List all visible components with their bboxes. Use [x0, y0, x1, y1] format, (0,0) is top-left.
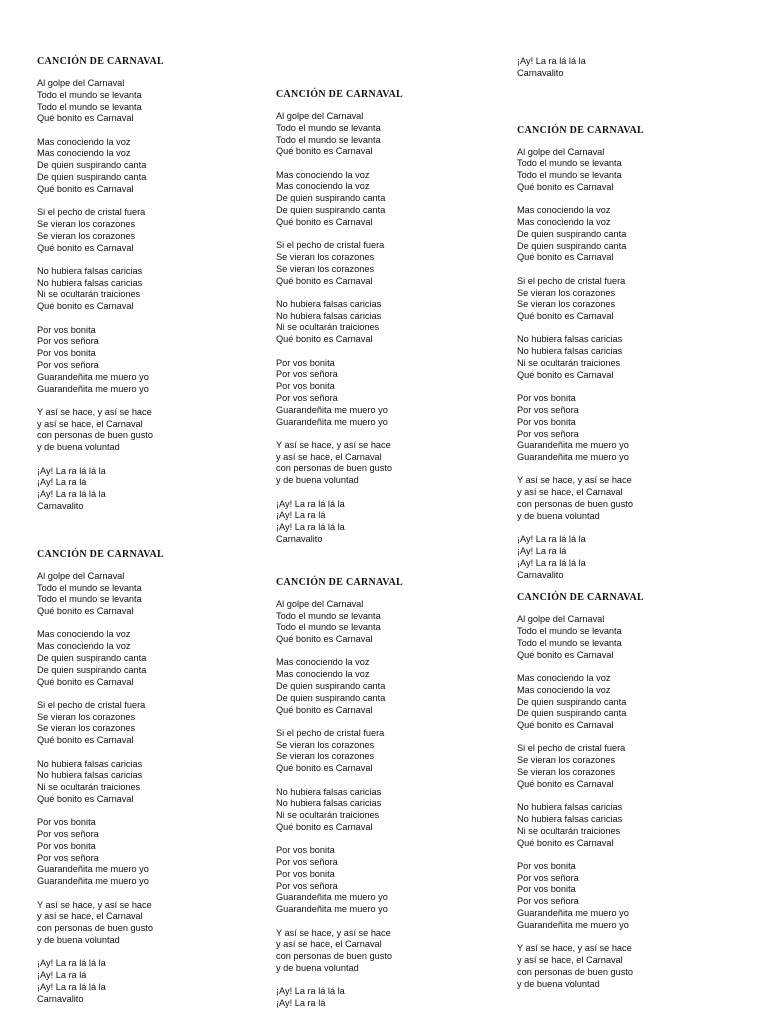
lyric-stanza	[37, 817, 267, 888]
lyric-line: Si el pecho de cristal fuera	[276, 727, 385, 738]
lyric-stanza	[37, 900, 267, 947]
lyric-line: Al golpe del Carnaval	[37, 78, 125, 88]
column-2	[276, 89, 506, 1010]
lyric-line: Se vieran los corazones	[276, 751, 375, 762]
lyric-stanza	[37, 466, 267, 513]
lyric-line: Por vos bonita	[37, 324, 96, 335]
lyric-line: Guarandeñita me muero yo	[517, 908, 629, 919]
lyric-line: No hubiera falsas caricias	[517, 334, 623, 345]
song-block	[276, 577, 506, 1010]
lyric-line: con personas de buen gusto	[517, 966, 633, 977]
lyric-stanza	[276, 299, 506, 346]
lyric-line: Guarandeñita me muero yo	[37, 371, 149, 382]
lyric-stanza	[517, 147, 747, 194]
lyric-line: Ni se ocultarán traiciones	[37, 289, 141, 300]
lyric-stanza	[276, 728, 506, 775]
lyric-line: De quien suspirando canta	[37, 160, 147, 171]
lyric-line: Carnavalito	[517, 67, 564, 78]
lyric-line: y así se hace, el Carnaval	[37, 911, 143, 922]
lyric-line: con personas de buen gusto	[37, 430, 153, 441]
lyric-line: De quien suspirando canta	[517, 708, 627, 719]
lyric-line: Se vieran los corazones	[276, 251, 375, 262]
lyric-stanza	[276, 240, 506, 287]
lyric-line: Qué bonito es Carnaval	[37, 301, 134, 312]
lyric-stanza	[37, 325, 267, 396]
lyric-line: ¡Ay! La ra lá lá la	[276, 522, 345, 533]
lyric-line: Por vos señora	[517, 428, 579, 439]
lyric-line: Guarandeñita me muero yo	[37, 876, 149, 887]
lyric-stanza	[517, 276, 747, 323]
lyric-line: con personas de buen gusto	[37, 923, 153, 934]
lyric-line: Si el pecho de cristal fuera	[37, 207, 146, 218]
lyric-line: Por vos bonita	[517, 393, 576, 404]
lyric-line: Y así se hace, y así se hace	[276, 927, 391, 938]
lyric-line: Por vos señora	[37, 336, 99, 347]
lyric-line: Qué bonito es Carnaval	[37, 606, 134, 617]
lyric-line: Mas conociendo la voz	[37, 136, 131, 147]
lyric-line: Por vos bonita	[276, 381, 335, 392]
lyric-stanza	[37, 207, 267, 254]
lyric-stanza	[517, 475, 747, 522]
lyric-line: Por vos bonita	[276, 357, 335, 368]
lyric-line: Todo el mundo se levanta	[517, 158, 622, 169]
lyric-line: Qué bonito es Carnaval	[276, 704, 373, 715]
lyric-line: No hubiera falsas caricias	[37, 277, 143, 288]
lyric-line: De quien suspirando canta	[517, 696, 627, 707]
lyric-line: Al golpe del Carnaval	[37, 570, 125, 581]
lyric-stanza	[276, 845, 506, 916]
lyric-stanza	[276, 111, 506, 158]
lyric-line: ¡Ay! La ra lá lá la	[517, 534, 586, 545]
lyric-line: Todo el mundo se levanta	[276, 134, 381, 145]
lyric-line: Guarandeñita me muero yo	[37, 864, 149, 875]
lyric-line: Guarandeñita me muero yo	[276, 892, 388, 903]
lyric-line: y así se hace, el Carnaval	[517, 954, 623, 965]
lyric-line: Se vieran los corazones	[37, 230, 136, 241]
lyric-line: De quien suspirando canta	[37, 652, 147, 663]
lyric-line: ¡Ay! La ra lá	[37, 970, 87, 981]
lyric-line: Qué bonito es Carnaval	[517, 778, 614, 789]
lyric-stanza	[276, 170, 506, 229]
lyric-line: con personas de buen gusto	[517, 499, 633, 510]
lyric-line: y de buena voluntad	[37, 934, 120, 945]
lyric-stanza	[37, 571, 267, 618]
lyric-line: Guarandeñita me muero yo	[517, 919, 629, 930]
lyric-line: Y así se hace, y así se hace	[517, 943, 632, 954]
lyric-line: Todo el mundo se levanta	[517, 626, 622, 637]
lyric-stanza	[37, 700, 267, 747]
lyric-line: De quien suspirando canta	[37, 172, 147, 183]
lyric-stanza	[276, 358, 506, 429]
lyric-line: No hubiera falsas caricias	[37, 770, 143, 781]
lyric-line: Qué bonito es Carnaval	[37, 676, 134, 687]
song-title: CANCIÓN DE CARNAVAL	[37, 56, 165, 67]
lyric-stanza	[517, 205, 747, 264]
lyric-line: y así se hace, el Carnaval	[276, 939, 382, 950]
lyric-line: Si el pecho de cristal fuera	[517, 743, 626, 754]
lyric-line: Qué bonito es Carnaval	[517, 181, 614, 192]
lyric-line: ¡Ay! La ra lá lá la	[37, 465, 106, 476]
lyric-line: Ni se ocultarán traiciones	[517, 825, 621, 836]
lyric-line: Guarandeñita me muero yo	[276, 404, 388, 415]
song-block	[37, 56, 267, 513]
lyric-stanza	[517, 743, 747, 790]
lyric-stanza	[276, 787, 506, 834]
lyric-line: Qué bonito es Carnaval	[37, 242, 134, 253]
lyric-line: Qué bonito es Carnaval	[517, 837, 614, 848]
lyric-line: No hubiera falsas caricias	[37, 265, 143, 276]
lyric-line: Si el pecho de cristal fuera	[37, 699, 146, 710]
lyric-line: Ni se ocultarán traiciones	[37, 782, 141, 793]
lyric-line: No hubiera falsas caricias	[276, 798, 382, 809]
lyric-line: Todo el mundo se levanta	[37, 101, 142, 112]
lyric-line: Por vos señora	[37, 359, 99, 370]
lyric-stanza	[37, 78, 267, 125]
song-block	[37, 549, 267, 1006]
lyric-line: Todo el mundo se levanta	[276, 122, 381, 133]
lyric-line: Mas conociendo la voz	[37, 629, 131, 640]
lyric-line: ¡Ay! La ra lá lá la	[37, 489, 106, 500]
lyric-line: Por vos bonita	[517, 884, 576, 895]
lyric-line: Se vieran los corazones	[517, 767, 616, 778]
lyric-line: Se vieran los corazones	[517, 299, 616, 310]
lyric-line: No hubiera falsas caricias	[37, 758, 143, 769]
lyric-stanza	[517, 334, 747, 381]
lyric-stanza	[276, 440, 506, 487]
lyric-line: Por vos bonita	[517, 860, 576, 871]
lyric-line: Se vieran los corazones	[37, 711, 136, 722]
lyric-line: Y así se hace, y así se hace	[37, 899, 152, 910]
lyric-line: Carnavalito	[276, 533, 323, 544]
lyric-line: ¡Ay! La ra lá lá la	[517, 557, 586, 568]
lyric-line: Qué bonito es Carnaval	[276, 216, 373, 227]
lyric-line: Qué bonito es Carnaval	[517, 649, 614, 660]
lyric-line: Qué bonito es Carnaval	[276, 146, 373, 157]
lyric-line: Carnavalito	[517, 569, 564, 580]
lyric-line: ¡Ay! La ra lá	[37, 477, 87, 488]
lyric-line: No hubiera falsas caricias	[517, 346, 623, 357]
lyric-line: Qué bonito es Carnaval	[276, 821, 373, 832]
lyric-line: Mas conociendo la voz	[517, 205, 611, 216]
lyric-stanza	[37, 407, 267, 454]
column-1	[37, 56, 267, 1005]
lyric-line: Qué bonito es Carnaval	[276, 334, 373, 345]
lyric-line: y de buena voluntad	[37, 442, 120, 453]
lyric-stanza	[517, 534, 747, 581]
lyric-line: Se vieran los corazones	[517, 287, 616, 298]
lyric-stanza	[276, 986, 506, 1010]
lyric-stanza	[517, 393, 747, 464]
song-fragment	[517, 56, 747, 80]
lyric-stanza	[276, 657, 506, 716]
lyric-line: ¡Ay! La ra lá	[517, 545, 567, 556]
lyric-line: Carnavalito	[37, 993, 84, 1004]
lyric-line: ¡Ay! La ra lá lá la	[37, 958, 106, 969]
lyric-line: Por vos señora	[276, 857, 338, 868]
lyric-stanza	[37, 137, 267, 196]
lyric-stanza	[517, 943, 747, 990]
lyric-line: Por vos señora	[276, 392, 338, 403]
song-title: CANCIÓN DE CARNAVAL	[276, 576, 404, 588]
lyric-line: con personas de buen gusto	[276, 951, 392, 962]
lyric-line: Todo el mundo se levanta	[276, 610, 381, 621]
lyric-line: No hubiera falsas caricias	[517, 802, 623, 813]
lyric-line: y así se hace, el Carnaval	[37, 418, 143, 429]
lyric-line: Por vos bonita	[276, 868, 335, 879]
lyric-line: ¡Ay! La ra lá lá la	[517, 56, 586, 66]
lyric-line: Guarandeñita me muero yo	[276, 416, 388, 427]
lyric-line: De quien suspirando canta	[517, 228, 627, 239]
lyric-line: Al golpe del Carnaval	[276, 111, 364, 121]
lyric-line: Qué bonito es Carnaval	[37, 113, 134, 124]
lyric-line: y de buena voluntad	[517, 978, 600, 989]
lyric-line: Todo el mundo se levanta	[37, 89, 142, 100]
lyric-line: Al golpe del Carnaval	[517, 146, 605, 157]
lyric-line: ¡Ay! La ra lá lá la	[37, 981, 106, 992]
lyric-stanza	[276, 928, 506, 975]
lyric-line: Guarandeñita me muero yo	[276, 904, 388, 915]
lyric-line: Por vos bonita	[276, 845, 335, 856]
lyric-line: De quien suspirando canta	[517, 240, 627, 251]
lyric-line: Qué bonito es Carnaval	[517, 369, 614, 380]
lyric-line: Si el pecho de cristal fuera	[517, 275, 626, 286]
lyric-line: No hubiera falsas caricias	[276, 298, 382, 309]
lyric-line: Carnavalito	[37, 500, 84, 511]
lyric-stanza	[276, 599, 506, 646]
lyric-line: Por vos señora	[276, 369, 338, 380]
lyric-line: Se vieran los corazones	[276, 263, 375, 274]
lyric-line: Todo el mundo se levanta	[517, 170, 622, 181]
lyric-line: De quien suspirando canta	[276, 193, 386, 204]
lyric-line: Qué bonito es Carnaval	[517, 311, 614, 322]
lyric-line: Se vieran los corazones	[37, 218, 136, 229]
lyric-line: Guarandeñita me muero yo	[517, 452, 629, 463]
lyric-line: Por vos bonita	[37, 840, 96, 851]
lyric-line: Ni se ocultarán traiciones	[517, 358, 621, 369]
lyric-line: Si el pecho de cristal fuera	[276, 240, 385, 251]
lyric-stanza	[37, 759, 267, 806]
lyric-line: ¡Ay! La ra lá	[276, 510, 326, 521]
lyric-line: Qué bonito es Carnaval	[276, 763, 373, 774]
lyric-line: Mas conociendo la voz	[276, 657, 370, 668]
lyric-line: Todo el mundo se levanta	[37, 594, 142, 605]
lyric-line: ¡Ay! La ra lá lá la	[276, 986, 345, 997]
lyric-line: ¡Ay! La ra lá	[276, 998, 326, 1009]
lyric-line: y de buena voluntad	[276, 962, 359, 973]
lyric-line: De quien suspirando canta	[276, 692, 386, 703]
song-title: CANCIÓN DE CARNAVAL	[276, 89, 404, 100]
lyric-line: Qué bonito es Carnaval	[37, 183, 134, 194]
lyric-line: Qué bonito es Carnaval	[517, 252, 614, 263]
lyric-line: De quien suspirando canta	[276, 205, 386, 216]
lyric-line: Mas conociendo la voz	[517, 672, 611, 683]
lyric-line: Por vos señora	[276, 880, 338, 891]
lyric-line: Ni se ocultarán traiciones	[276, 322, 380, 333]
lyric-line: Y así se hace, y así se hace	[276, 439, 391, 450]
lyric-line: Y así se hace, y así se hace	[517, 475, 632, 486]
lyric-line: y así se hace, el Carnaval	[517, 487, 623, 498]
lyric-line: Por vos señora	[37, 852, 99, 863]
lyric-line: y de buena voluntad	[276, 475, 359, 486]
lyric-stanza	[517, 861, 747, 932]
lyric-stanza	[37, 958, 267, 1005]
lyric-line: Por vos señora	[517, 872, 579, 883]
lyric-line: y así se hace, el Carnaval	[276, 451, 382, 462]
lyric-stanza	[276, 499, 506, 546]
lyric-line: Al golpe del Carnaval	[517, 614, 605, 625]
song-block	[517, 125, 747, 582]
fragment-stanza	[517, 56, 747, 80]
lyric-line: Todo el mundo se levanta	[517, 637, 622, 648]
song-title: CANCIÓN DE CARNAVAL	[517, 124, 645, 136]
lyric-line: Guarandeñita me muero yo	[517, 440, 629, 451]
lyric-stanza	[37, 266, 267, 313]
song-block	[276, 89, 506, 546]
lyric-line: Por vos bonita	[517, 416, 576, 427]
lyric-line: Por vos señora	[517, 404, 579, 415]
lyric-line: De quien suspirando canta	[37, 664, 147, 675]
lyric-line: Qué bonito es Carnaval	[517, 720, 614, 731]
lyric-stanza	[517, 802, 747, 849]
lyric-line: Se vieran los corazones	[37, 723, 136, 734]
lyric-line: Se vieran los corazones	[276, 739, 375, 750]
lyric-line: Mas conociendo la voz	[517, 217, 611, 228]
lyric-line: Mas conociendo la voz	[276, 169, 370, 180]
lyric-line: Qué bonito es Carnaval	[276, 634, 373, 645]
lyric-line: Al golpe del Carnaval	[276, 598, 364, 609]
lyric-stanza	[517, 614, 747, 661]
lyric-line: De quien suspirando canta	[276, 680, 386, 691]
lyric-line: Ni se ocultarán traiciones	[276, 810, 380, 821]
lyric-line: Qué bonito es Carnaval	[37, 793, 134, 804]
lyric-line: Se vieran los corazones	[517, 755, 616, 766]
lyric-line: Qué bonito es Carnaval	[276, 275, 373, 286]
lyric-line: Todo el mundo se levanta	[276, 622, 381, 633]
lyric-line: Mas conociendo la voz	[37, 148, 131, 159]
lyric-line: Mas conociendo la voz	[37, 641, 131, 652]
lyric-stanza	[517, 673, 747, 732]
lyric-line: No hubiera falsas caricias	[276, 786, 382, 797]
lyric-line: No hubiera falsas caricias	[517, 813, 623, 824]
lyric-line: No hubiera falsas caricias	[276, 310, 382, 321]
lyric-line: Mas conociendo la voz	[517, 684, 611, 695]
song-title: CANCIÓN DE CARNAVAL	[517, 592, 645, 604]
lyric-line: Por vos señora	[517, 896, 579, 907]
lyric-line: y de buena voluntad	[517, 510, 600, 521]
lyric-line: Y así se hace, y así se hace	[37, 406, 152, 417]
lyric-line: Mas conociendo la voz	[276, 181, 370, 192]
song-block	[517, 592, 747, 990]
lyric-line: Mas conociendo la voz	[276, 669, 370, 680]
lyric-line: con personas de buen gusto	[276, 463, 392, 474]
lyric-line: ¡Ay! La ra lá lá la	[276, 498, 345, 509]
lyric-line: Por vos bonita	[37, 817, 96, 828]
lyric-line: Todo el mundo se levanta	[37, 582, 142, 593]
lyric-line: Por vos bonita	[37, 348, 96, 359]
song-title: CANCIÓN DE CARNAVAL	[37, 548, 165, 560]
column-3	[517, 56, 747, 990]
lyric-stanza	[37, 629, 267, 688]
lyric-line: Qué bonito es Carnaval	[37, 735, 134, 746]
lyric-line: Guarandeñita me muero yo	[37, 383, 149, 394]
lyric-line: Por vos señora	[37, 829, 99, 840]
